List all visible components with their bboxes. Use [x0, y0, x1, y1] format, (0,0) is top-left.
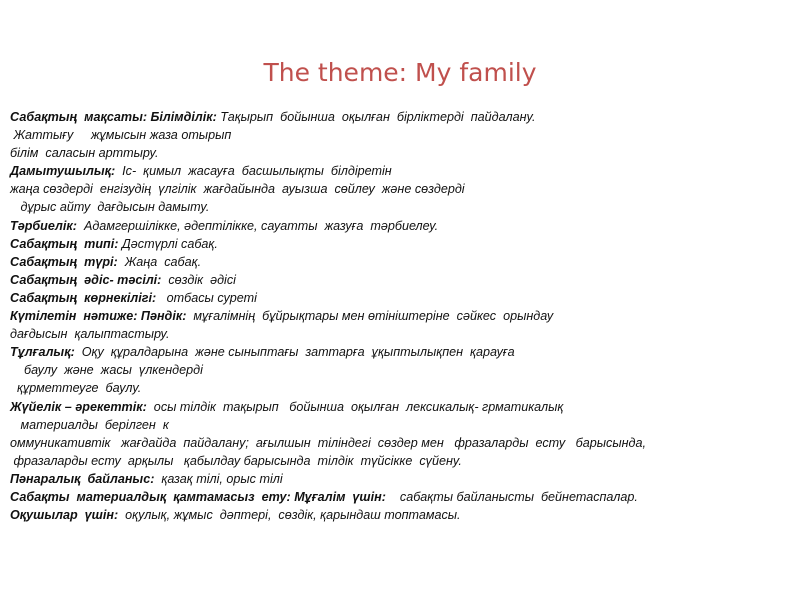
line-label: Күтілетін нәтиже: Пәндік:: [10, 309, 187, 324]
text-line: [10, 506, 795, 524]
text-line: [10, 343, 795, 361]
line-text: жаңа сөздерді енгізудің үлгілік жағдайында ауызша сөйлеу және сөздерді: [10, 182, 465, 197]
line-label: Сабақты материалдық қамтамасыз ету: Мұғалім үшін:: [10, 489, 386, 504]
line-text: оқулық, жұмыс дәптері, сөздік, қарындаш топтамасы.: [118, 508, 461, 523]
line-text: дұрыс айту дағдысын дамыту.: [10, 200, 210, 215]
text-line: [10, 325, 795, 343]
line-label: Жүйелік – әрекеттік:: [10, 399, 147, 414]
text-line: [10, 126, 795, 144]
line-text: Адамгершілікке, әдептілікке, сауатты жазуға тәрбиелеу.: [76, 218, 439, 233]
line-text: материалды берілген к: [10, 417, 169, 432]
text-line: [10, 271, 795, 289]
text-line: [10, 488, 795, 506]
line-text: баулу және жасы үлкендерді: [10, 363, 203, 378]
line-text: білім саласын арттыру.: [10, 146, 159, 161]
line-text: Жаттығу жұмысын жаза отырып: [10, 128, 232, 143]
line-label: Пәнаралық байланыс:: [10, 471, 155, 486]
text-line: [10, 379, 795, 397]
line-label: Тұлғалық:: [10, 345, 75, 360]
text-line: [10, 235, 795, 253]
line-text: Тақырып бойынша оқылған бірліктерді пайдалану.: [216, 110, 536, 124]
text-line: [10, 108, 795, 126]
text-line: [10, 361, 795, 379]
line-label: Сабақтың типі:: [10, 236, 119, 251]
line-label: Сабақтың көрнекілігі:: [10, 290, 157, 305]
text-line: [10, 470, 795, 488]
text-line: [10, 217, 795, 235]
text-line: [10, 162, 795, 180]
line-text: Жаңа сабақ.: [117, 254, 202, 269]
line-label: Сабақтың әдіс- тәсілі:: [10, 272, 162, 287]
text-line: [10, 180, 795, 198]
slide-body: [10, 108, 795, 524]
line-label: Тәрбиелік:: [10, 218, 77, 233]
line-text: қазақ тілі, орыс тілі: [154, 471, 283, 486]
text-line: [10, 253, 795, 271]
line-label: Дамытушылық:: [10, 164, 116, 179]
line-text: оммуникативтік жағдайда пайдалану; ағылшын тіліндегі сөздер мен фразаларды есту барысында,: [10, 435, 646, 450]
line-text: осы тілдік тақырып бойынша оқылған лексикалық- грматикалық: [146, 399, 564, 414]
text-line: [10, 289, 795, 307]
line-text: мұғалімнің бұйрықтары мен өтініштеріне сәйкес орындау: [186, 309, 554, 324]
text-line: [10, 452, 795, 470]
line-label: Сабақтың мақсаты: Білімділік:: [10, 110, 217, 124]
slide-title: The theme: My family: [263, 58, 537, 87]
text-line: [10, 307, 795, 325]
text-line: [10, 416, 795, 434]
line-text: фразаларды есту арқылы қабылдау барысында тілдік түйсікке сүйену.: [10, 453, 462, 468]
line-text: Дәстүрлі сабақ.: [118, 236, 218, 251]
line-text: сөздік әдісі: [161, 272, 236, 287]
text-line: [10, 198, 795, 216]
text-line: [10, 434, 795, 452]
line-label: Сабақтың түрі:: [10, 254, 118, 269]
text-line: [10, 144, 795, 162]
line-text: құрметтеуге баулу.: [10, 381, 142, 396]
line-text: сабақты байланысты бейнетаспалар.: [385, 489, 638, 504]
text-line: [10, 398, 795, 416]
line-text: Оқу құралдарына және сыныптағы заттарға ұқыптылықпен қарауға: [74, 345, 515, 360]
line-label: Оқушылар үшін:: [10, 508, 119, 523]
line-text: отбасы суреті: [156, 290, 257, 305]
line-text: дағдысын қалыптастыру.: [10, 327, 170, 342]
line-text: Іс- қимыл жасауға басшылықты білдіретін: [115, 164, 392, 179]
